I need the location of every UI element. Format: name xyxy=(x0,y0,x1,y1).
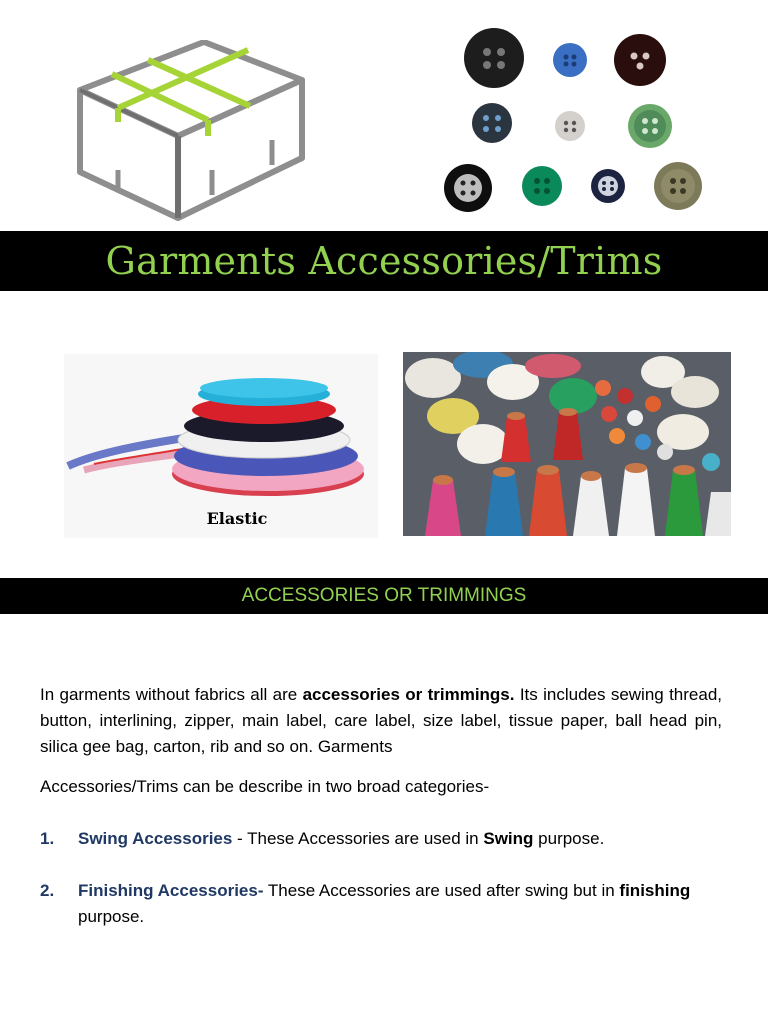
list-item-desc-end: purpose. xyxy=(78,907,145,926)
list-item-number: 2. xyxy=(40,881,55,900)
list-item-number: 1. xyxy=(40,829,55,848)
thread-cones-image xyxy=(403,352,731,536)
list-item-bold: finishing xyxy=(619,881,691,900)
list-item-desc: These Accessories are used after swing but in xyxy=(263,881,620,900)
section-heading: ACCESSORIES OR TRIMMINGS xyxy=(241,585,527,606)
title-band xyxy=(0,231,768,291)
list-item-text xyxy=(78,878,722,930)
categories-intro: Accessories/Trims can be describe in two broad categories- xyxy=(40,777,490,796)
intro-paragraph xyxy=(40,682,722,760)
body-text xyxy=(40,682,722,930)
list-item-text xyxy=(78,826,604,852)
intro-text-end: Its includes sewing thread, button, interlining, zipper, main label, care label, size label, tissue paper, ball head pin, silica gee bag, carton, rib and so on. Garments xyxy=(40,685,722,756)
intro-text-start: In garments without fabrics all are xyxy=(40,685,303,704)
list-item-term: Swing Accessories xyxy=(78,829,233,848)
list-item-desc-end: purpose. xyxy=(533,829,605,848)
list-item-desc: - These Accessories are used in xyxy=(232,829,484,848)
carton-box-image xyxy=(72,40,312,225)
buttons-image xyxy=(440,28,710,213)
list-item xyxy=(40,878,722,930)
elastic-caption: Elastic xyxy=(206,509,268,528)
list-item xyxy=(40,826,722,852)
page-title: Garments Accessories/Trims xyxy=(105,239,663,283)
list-item-bold: Swing xyxy=(483,829,534,848)
list-item-term: Finishing Accessories- xyxy=(78,881,264,900)
section-heading-band xyxy=(0,578,768,614)
intro-bold-term: accessories or trimmings. xyxy=(302,685,515,704)
